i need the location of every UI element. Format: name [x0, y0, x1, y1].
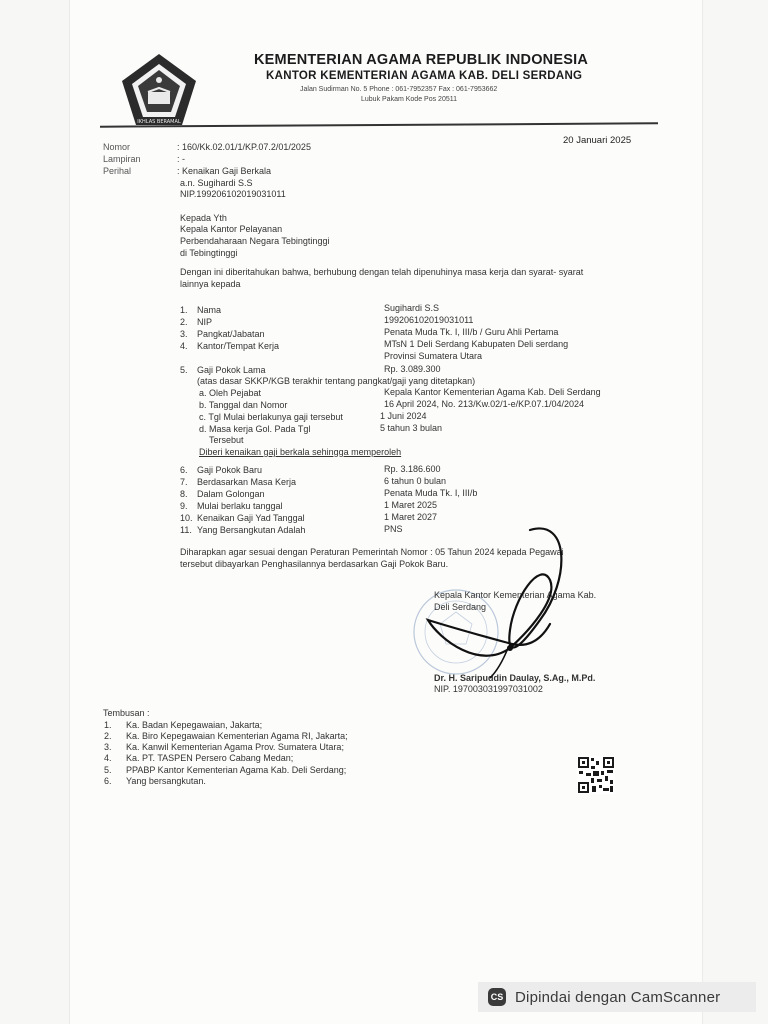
field-4-value: MTsN 1 Deli Serdang Kabupaten Deli serdang — [384, 339, 569, 349]
tembusan-title: Tembusan : — [103, 708, 150, 718]
camscanner-logo-icon: CS — [488, 988, 506, 1006]
field-7-number: 7. — [180, 477, 188, 487]
handwritten-signature — [420, 520, 590, 680]
field-11-number: 11. — [180, 525, 192, 535]
field-1-value: Sugihardi S.S — [384, 303, 440, 313]
signatory-title-line-2: Deli Serdang — [434, 602, 487, 612]
tembusan-item-5: PPABP Kantor Kementerian Agama Kab. Deli Serdang; — [126, 765, 347, 775]
field-5b-label: b. Tanggal dan Nomor — [199, 400, 288, 410]
field-1-number: 1. — [180, 305, 188, 315]
field-2-number: 2. — [180, 317, 188, 327]
closing-line-1: Diharapkan agar sesuai dengan Peraturan Pemerintah Nomor : 05 Tahun 2024 kepada Pegawai — [180, 547, 564, 557]
field-10-value: 1 Maret 2027 — [384, 512, 438, 522]
svg-text:IKHLAS BERAMAL: IKHLAS BERAMAL — [137, 119, 181, 125]
field-5d-label-line2: Tersebut — [209, 435, 244, 445]
field-4-number: 4. — [180, 341, 188, 351]
field-9-number: 9. — [180, 501, 188, 511]
field-9-value: 1 Maret 2025 — [384, 500, 438, 510]
field-4-label: Kantor/Tempat Kerja — [197, 341, 280, 351]
field-5a-label: a. Oleh Pejabat — [199, 388, 262, 398]
addressee-line-2: Kepala Kantor Pelayanan — [180, 224, 283, 234]
field-3-label: Pangkat/Jabatan — [197, 329, 265, 339]
addressee-line-1: Kepada Yth — [180, 213, 227, 223]
tembusan-item-1-number: 1. — [104, 720, 112, 730]
field-6-number: 6. — [180, 465, 188, 475]
ministry-title: KEMENTERIAN AGAMA REPUBLIK INDONESIA — [254, 52, 588, 68]
nomor-value: : 160/Kk.02.01/1/KP.07.2/01/2025 — [177, 142, 311, 152]
lampiran-label: Lampiran — [103, 154, 141, 164]
field-5b-value: 16 April 2024, No. 213/Kw.02/1-e/KP.07.1/04/2024 — [384, 399, 584, 409]
field-6-label: Gaji Pokok Baru — [197, 465, 263, 475]
addressee-line-3: Perbendaharaan Negara Tebingtinggi — [180, 236, 330, 246]
field-8-label: Dalam Golongan — [197, 489, 265, 499]
camscanner-label: Dipindai dengan CamScanner — [515, 988, 721, 1006]
field-5a-value: Kepala Kantor Kementerian Agama Kab. Deli Serdang — [384, 387, 601, 397]
field-5d-label: d. Masa kerja Gol. Pada Tgl — [199, 424, 311, 434]
field-1-label: Nama — [197, 305, 222, 315]
field-7-label: Berdasarkan Masa Kerja — [197, 477, 297, 487]
camscanner-watermark — [478, 982, 756, 1012]
field-10-number: 10. — [180, 513, 193, 523]
field-5-value: Rp. 3.089.300 — [384, 364, 441, 374]
field-5c-value: 1 Juni 2024 — [380, 411, 427, 421]
field-5d-value: 5 tahun 3 bulan — [380, 423, 443, 433]
field-2-value: 199206102019031011 — [384, 315, 474, 325]
field-2-label: NIP — [197, 317, 213, 327]
office-title: KANTOR KEMENTERIAN AGAMA KAB. DELI SERDANG — [266, 70, 583, 82]
field-10-label: Kenaikan Gaji Yad Tanggal — [197, 513, 305, 523]
tembusan-item-2: Ka. Biro Kepegawaian Kementerian Agama RI, Jakarta; — [126, 731, 348, 741]
perihal-label: Perihal — [103, 166, 132, 176]
tembusan-item-6: Yang bersangkutan. — [126, 776, 206, 786]
field-3-number: 3. — [180, 329, 188, 339]
signatory-nip: NIP. 197003031997031002 — [434, 684, 543, 694]
tembusan-item-6-number: 6. — [104, 776, 112, 786]
field-8-number: 8. — [180, 489, 188, 499]
signatory-name: Dr. H. Saripuddin Daulay, S.Ag., M.Pd. — [434, 673, 596, 683]
field-5-label: Gaji Pokok Lama — [197, 365, 266, 375]
closing-line-2: tersebut dibayarkan Penghasilannya berdasarkan Gaji Pokok Baru. — [180, 559, 449, 569]
addressee-line-4: di Tebingtinggi — [180, 248, 238, 258]
perihal-an: a.n. Sugihardi S.S — [180, 178, 253, 188]
nomor-label: Nomor — [103, 142, 131, 152]
intro-line-2: lainnya kepada — [180, 279, 241, 289]
field-8-value: Penata Muda Tk. I, III/b — [384, 488, 478, 498]
field-7-value: 6 tahun 0 bulan — [384, 476, 447, 486]
field-4-value-line2: Provinsi Sumatera Utara — [384, 351, 483, 361]
signatory-title-line-1: Kepala Kantor Kementerian Agama Kab. — [434, 590, 597, 600]
letter-date: 20 Januari 2025 — [563, 135, 632, 146]
office-postal: Lubuk Pakam Kode Pos 20511 — [361, 96, 457, 103]
tembusan-item-2-number: 2. — [104, 731, 112, 741]
qr-code — [577, 756, 615, 794]
field-5-note: (atas dasar SKKP/KGB terakhir tentang pangkat/gaji yang ditetapkan) — [197, 376, 476, 386]
perihal-value: : Kenaikan Gaji Berkala — [177, 166, 272, 176]
perihal-nip: NIP.199206102019031011 — [180, 189, 286, 199]
increase-statement: Diberi kenaikan gaji berkala sehingga memperoleh — [199, 447, 402, 457]
tembusan-item-4-number: 4. — [104, 753, 112, 763]
field-5-number: 5. — [180, 365, 188, 375]
field-9-label: Mulai berlaku tanggal — [197, 501, 283, 511]
tembusan-item-3-number: 3. — [104, 742, 112, 752]
field-11-value: PNS — [384, 524, 403, 534]
tembusan-item-5-number: 5. — [104, 765, 112, 775]
tembusan-item-4: Ka. PT. TASPEN Persero Cabang Medan; — [126, 753, 294, 763]
field-5c-label: c. Tgl Mulai berlakunya gaji tersebut — [199, 412, 343, 422]
field-11-label: Yang Bersangkutan Adalah — [197, 525, 306, 535]
tembusan-item-3: Ka. Kanwil Kementerian Agama Prov. Sumatera Utara; — [126, 742, 344, 752]
office-address: Jalan Sudirman No. 5 Phone : 061-7952357 Fax : 061-7953662 — [300, 86, 498, 93]
ministry-emblem-logo — [120, 52, 198, 128]
intro-line-1: Dengan ini diberitahukan bahwa, berhubung dengan telah dipenuhinya masa kerja dan syarat- syarat — [180, 267, 584, 277]
field-6-value: Rp. 3.186.600 — [384, 464, 441, 474]
tembusan-item-1: Ka. Badan Kepegawaian, Jakarta; — [126, 720, 263, 730]
lampiran-value: : - — [177, 154, 185, 164]
field-3-value: Penata Muda Tk. I, III/b / Guru Ahli Pertama — [384, 327, 559, 337]
